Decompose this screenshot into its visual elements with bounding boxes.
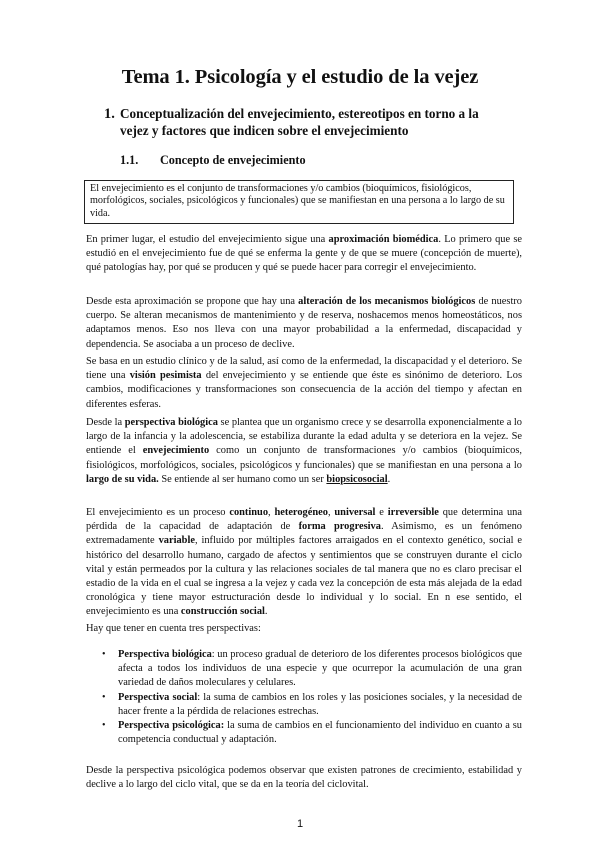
paragraph-biological-perspective (86, 416, 522, 487)
definition-box: El envejecimiento es el conjunto de transformaciones y/o cambios (bioquímicos, fisiológicos, morfológicos, sociales, psicológicos y funcionales) que se manifiestan en una persona a lo largo de su vida. (84, 180, 514, 224)
page-title: Tema 1. Psicología y el estudio de la vejez (121, 66, 479, 88)
emphasis-underlined: biopsicosocial (326, 473, 388, 485)
subsection-heading (120, 153, 306, 168)
text-run: Se basa en un estudio clínico y de la salud, así como de la enfermedad, la discapacidad y el deterioro. Se tiene una (86, 356, 522, 382)
section-number: 1. (104, 106, 115, 122)
emphasis: heterogéneo (274, 507, 328, 518)
text-run: que determina una pérdida de la capacidad de adaptación de (86, 507, 522, 533)
emphasis: largo de su vida. (86, 473, 159, 485)
paragraph-process-characteristics (86, 506, 522, 620)
paragraph-three-perspectives-intro: Hay que tener en cuenta tres perspectivas: (86, 623, 261, 634)
list-item (102, 648, 522, 691)
list-item-text: : un proceso gradual de deterioro de los diferentes procesos biológicos que afecta a todos los individuos de una especie y que ocurrepor la acumulación de una gran variedad de daños moleculares y celulares. (118, 649, 522, 689)
text-run: Desde esta aproximación se propone que hay una (86, 296, 299, 307)
list-item (102, 691, 522, 719)
list-item (102, 719, 522, 747)
emphasis: continuo (229, 507, 269, 518)
emphasis: aproximación biomédica (328, 234, 439, 245)
text-run: Se entiende al ser humano como un ser (158, 473, 327, 485)
text-run: , (268, 507, 275, 518)
subsection-number: 1.1. (120, 153, 139, 167)
text-run: del envejecimiento y se entiende que éste es sinónimo de deterioro. Los cambios, modificaciones y transformaciones son consecuencia de la acción del tiempo y afectan en diferentes esferas. (86, 370, 522, 410)
emphasis: variable (158, 535, 195, 547)
list-item-term: Perspectiva psicológica: (118, 720, 225, 732)
emphasis: universal (334, 507, 376, 518)
paragraph-life-cycle: Desde la perspectiva psicológica podemos observar que existen patrones de crecimiento, estabilidad y declive a lo largo del ciclo vital, que se da en la teoría del ciclovital. (86, 765, 522, 791)
text-run: , (327, 507, 335, 518)
text-run: se plantea que un organismo crece y se desarrolla exponencialmente a lo largo de la infancia y la adolescencia, se estabiliza durante la edad adulta y se deteriora en la vejez. Se entiende el (86, 417, 523, 457)
paragraph-biomedical (86, 233, 522, 276)
text-run: Desde la (86, 417, 125, 428)
paragraph-biological-mechanisms (86, 295, 522, 352)
text-run: El envejecimiento es un proceso (86, 507, 230, 518)
bullet-icon: • (102, 691, 106, 703)
text-run: . (264, 606, 268, 618)
text-run: de nuestro cuerpo. Se alteran mecanismos de mantenimiento y de reserva, noshacemos menos homeostáticos, nos adaptamos menos. Eso nos lleva con una mayor probabilidad a la enfermedad, discapacidad y dependencia. Se asociaba a un proceso de declive. (86, 296, 522, 350)
emphasis: visión pesimista (129, 370, 202, 382)
text-run: En primer lugar, el estudio del envejecimiento sigue una (86, 234, 329, 245)
bullet-icon: • (102, 649, 106, 660)
bullet-icon: • (102, 720, 106, 732)
section-title: Conceptualización del envejecimiento, estereotipos en torno a la vejez y factores que indicen sobre el envejecimiento (120, 106, 479, 138)
list-item-text: la suma de cambios en el funcionamiento del individuo en cuanto a su competencia conductual y adaptación. (118, 720, 522, 746)
emphasis: envejecimiento (142, 445, 210, 457)
subsection-title: Concepto de envejecimiento (160, 153, 306, 167)
section-heading (104, 106, 504, 139)
emphasis: forma progresiva (298, 521, 381, 533)
emphasis: irreversible (387, 507, 439, 518)
paragraph-pessimistic-view (86, 355, 522, 412)
page-number: 1 (296, 818, 304, 830)
emphasis: alteración de los mecanismos biológicos (298, 296, 476, 307)
text-run: . Lo primero que se estudió en el envejecimiento fue de qué se enferma la gente y de que se muere (concepción de muerte), qué patologías hay, por qué se producen y qué se puede hacer para corregir el envejecimiento. (86, 234, 522, 274)
list-item-text: : la suma de cambios en los roles y las posiciones sociales, y la necesidad de hacer frente a la pérdida de relaciones estrechas. (118, 691, 522, 717)
text-run: . (387, 473, 391, 485)
perspectives-list (102, 648, 522, 747)
text-run: , influido por múltiples factores arraigados en el contexto genético, social e histórico del desarrollo humano, cargado de afectos y sentimientos que se construyen durante el ciclo vital y están permeados por la cultura y las relaciones sociales de tal manera que no es claro precisar el estadio de la vida en el cual se ingresa a la vejez y cada vez la concepción de esta más alejada de la edad cronológica y tiene mayor estructuración desde lo individual y lo social. En n ese sentido, el envejecimiento es una (86, 535, 522, 618)
list-item-term: Perspectiva biológica (118, 649, 212, 660)
emphasis: perspectiva biológica (124, 417, 218, 428)
text-run: e (375, 507, 388, 518)
text-run: como un conjunto de transformaciones y/o cambios (bioquímicos, fisiológicos, morfológicos, sociales, psicológicos y funcionales) que se manifiestan en una persona a lo (86, 445, 522, 471)
list-item-term: Perspectiva social (118, 691, 198, 703)
emphasis: construcción social (180, 606, 265, 618)
text-run: . Asimismo, es un fenómeno extremadamente (86, 521, 522, 547)
